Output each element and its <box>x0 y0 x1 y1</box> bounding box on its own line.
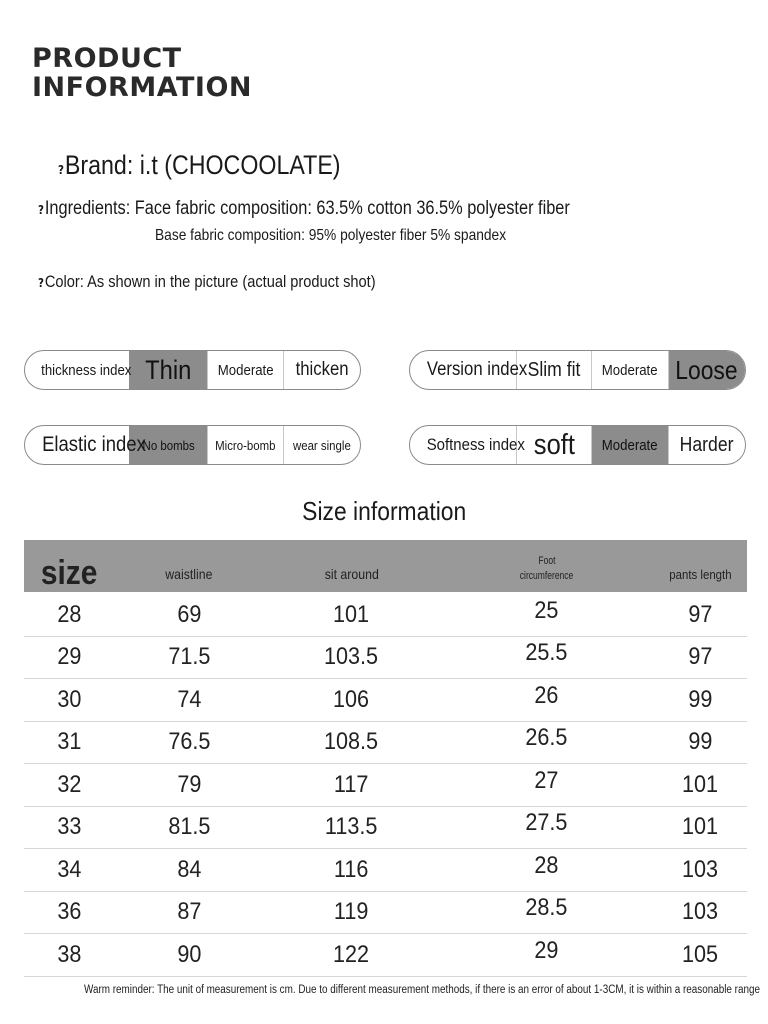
warm-reminder: Warm reminder: The unit of measurement is cm. Due to different measurement methods, if there is an error of about 1-3CM, it is within a reasonable range <box>84 984 760 996</box>
cell-pants-length: 97 <box>688 600 713 628</box>
table-row <box>24 849 747 892</box>
elastic-option-no-bombs: No bombs <box>129 426 207 464</box>
cell-size: 38 <box>56 940 82 968</box>
cell-pants-length: 103 <box>682 898 719 926</box>
table-row <box>24 764 747 807</box>
cell-sit-around: 108.5 <box>324 728 379 756</box>
color-line <box>38 272 376 292</box>
softness-option-harder: Harder <box>668 426 745 464</box>
cell-pants-length: 99 <box>688 728 713 756</box>
thickness-option-thin: Thin <box>129 351 207 389</box>
cell-size: 33 <box>56 813 82 841</box>
header-sit-around: sit around <box>324 566 379 582</box>
ingredients-line <box>38 198 570 220</box>
cell-waistline: 76.5 <box>167 728 211 756</box>
table-row <box>24 637 747 680</box>
cell-waistline: 69 <box>176 600 202 628</box>
cell-waistline: 90 <box>176 940 202 968</box>
cell-pants-length: 103 <box>682 855 719 883</box>
cell-sit-around: 103.5 <box>324 643 379 671</box>
table-row <box>24 722 747 765</box>
cell-size: 36 <box>56 898 82 926</box>
cell-size: 32 <box>56 770 82 798</box>
cell-foot-circumference: 27 <box>534 766 559 794</box>
cell-sit-around: 119 <box>334 898 369 926</box>
table-row <box>24 679 747 722</box>
heading-line-2: INFORMATION <box>32 72 253 103</box>
cell-waistline: 79 <box>176 770 202 798</box>
elastic-option-micro-bomb: Micro-bomb <box>207 426 282 464</box>
size-table-header <box>24 540 747 592</box>
cell-pants-length: 97 <box>688 643 713 671</box>
cell-waistline: 71.5 <box>167 643 211 671</box>
size-information-title: Size information <box>301 496 467 526</box>
elastic-index-scale <box>24 425 361 465</box>
thickness-option-thicken: thicken <box>283 351 360 389</box>
header-foot-circumference: Foot circumference <box>519 555 574 582</box>
thickness-index-scale <box>24 350 361 390</box>
cell-waistline: 81.5 <box>167 813 211 841</box>
version-option-moderate: Moderate <box>591 351 667 389</box>
table-row <box>24 594 747 637</box>
bullet-icon: ? <box>38 276 44 290</box>
version-option-loose: Loose <box>668 351 745 389</box>
version-index-label: Version index <box>426 359 528 380</box>
thickness-index-label: thickness index <box>41 361 132 379</box>
softness-option-moderate: Moderate <box>591 426 667 464</box>
elastic-option-wear-single: wear single <box>283 426 360 464</box>
thickness-option-moderate: Moderate <box>207 351 282 389</box>
color-text: Color: As shown in the picture (actual product shot) <box>44 272 376 291</box>
version-index-scale <box>409 350 746 390</box>
size-table-body <box>24 594 747 977</box>
cell-sit-around: 101 <box>333 600 370 628</box>
cell-pants-length: 101 <box>682 813 719 841</box>
ingredients-text: Ingredients: Face fabric composition: 63.5% cotton 36.5% polyester fiber <box>44 198 570 219</box>
cell-foot-circumference: 25.5 <box>525 639 568 667</box>
cell-sit-around: 122 <box>333 940 370 968</box>
cell-pants-length: 101 <box>682 770 719 798</box>
page-heading <box>32 44 252 102</box>
header-waistline: waistline <box>165 566 213 582</box>
brand-text: Brand: i.t (CHOCOOLATE) <box>64 150 341 180</box>
base-fabric-line: Base fabric composition: 95% polyester fiber 5% spandex <box>155 227 507 244</box>
cell-foot-circumference: 28.5 <box>525 894 568 922</box>
brand-line <box>58 150 341 181</box>
header-pants-length: pants length <box>669 567 732 582</box>
bullet-icon: ? <box>38 203 44 217</box>
cell-pants-length: 105 <box>682 940 719 968</box>
cell-sit-around: 116 <box>334 855 369 883</box>
version-option-slim-fit: Slim fit <box>516 351 591 389</box>
heading-line-1: PRODUCT <box>32 43 182 74</box>
header-size: size <box>40 553 98 592</box>
softness-option-soft: soft <box>516 426 591 464</box>
cell-size: 34 <box>56 855 82 883</box>
elastic-index-label: Elastic index <box>42 433 146 456</box>
table-row <box>24 807 747 850</box>
softness-index-scale <box>409 425 746 465</box>
cell-sit-around: 117 <box>334 770 369 798</box>
cell-size: 28 <box>56 600 82 628</box>
table-row <box>24 892 747 935</box>
cell-foot-circumference: 26 <box>534 681 559 709</box>
cell-foot-circumference: 28 <box>534 851 559 879</box>
softness-index-label: Softness index <box>426 435 525 454</box>
table-row <box>24 934 747 977</box>
cell-foot-circumference: 25 <box>534 596 559 624</box>
cell-size: 30 <box>56 685 82 713</box>
cell-size: 31 <box>56 728 82 756</box>
cell-foot-circumference: 26.5 <box>525 724 568 752</box>
bullet-icon: ? <box>58 163 64 177</box>
cell-foot-circumference: 27.5 <box>525 809 568 837</box>
cell-waistline: 74 <box>176 685 202 713</box>
cell-sit-around: 113.5 <box>325 813 378 841</box>
cell-waistline: 84 <box>176 855 202 883</box>
cell-waistline: 87 <box>176 898 202 926</box>
cell-pants-length: 99 <box>688 685 713 713</box>
cell-sit-around: 106 <box>333 685 370 713</box>
cell-size: 29 <box>56 643 82 671</box>
cell-foot-circumference: 29 <box>534 936 559 964</box>
